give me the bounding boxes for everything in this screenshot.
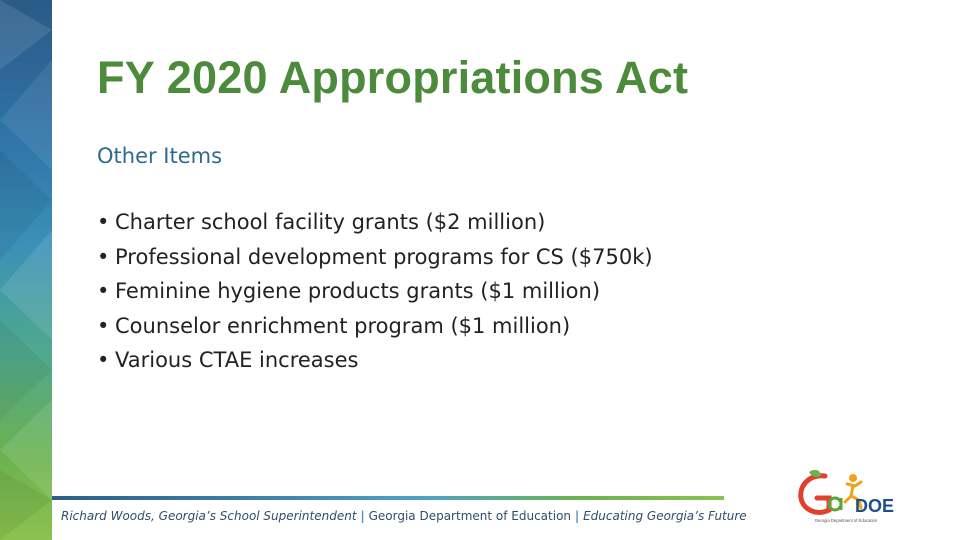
slide-title: FY 2020 Appropriations Act: [97, 52, 689, 103]
slide-subtitle: Other Items: [97, 144, 223, 168]
gadoe-logo: [795, 468, 897, 526]
bullet-list: [97, 205, 653, 378]
bullet-text: Charter school facility grants ($2 million): [115, 210, 546, 234]
footer-separator: |: [574, 509, 580, 523]
bullet-text: Feminine hygiene products grants ($1 million): [115, 279, 601, 303]
bullet-item: [97, 240, 653, 275]
bullet-glyph: •: [97, 279, 110, 303]
bullet-item: [97, 343, 653, 378]
bullet-glyph: •: [97, 210, 110, 234]
logo-caption: Georgia Department of Education: [814, 518, 878, 523]
footer: [61, 509, 747, 523]
bullet-text: Professional development programs for CS ($750k): [115, 244, 653, 269]
bullet-glyph: •: [97, 244, 110, 269]
decorative-side-band: [0, 0, 52, 540]
bullet-item: [97, 274, 653, 309]
bullet-glyph: •: [97, 348, 110, 372]
footer-divider: [52, 496, 724, 500]
svg-text:DOE: DOE: [855, 496, 895, 516]
bullet-item: [97, 205, 653, 240]
footer-separator: |: [360, 509, 365, 523]
bullet-text: Counselor enrichment program ($1 million): [115, 313, 571, 338]
footer-tagline: Educating Georgia’s Future: [583, 509, 747, 523]
footer-department: Georgia Department of Education: [368, 509, 572, 523]
bullet-text: Various CTAE increases: [115, 348, 359, 372]
bullet-glyph: •: [97, 313, 110, 338]
footer-superintendent: Richard Woods, Georgia’s School Superintendent: [61, 509, 357, 523]
bullet-item: [97, 309, 653, 344]
